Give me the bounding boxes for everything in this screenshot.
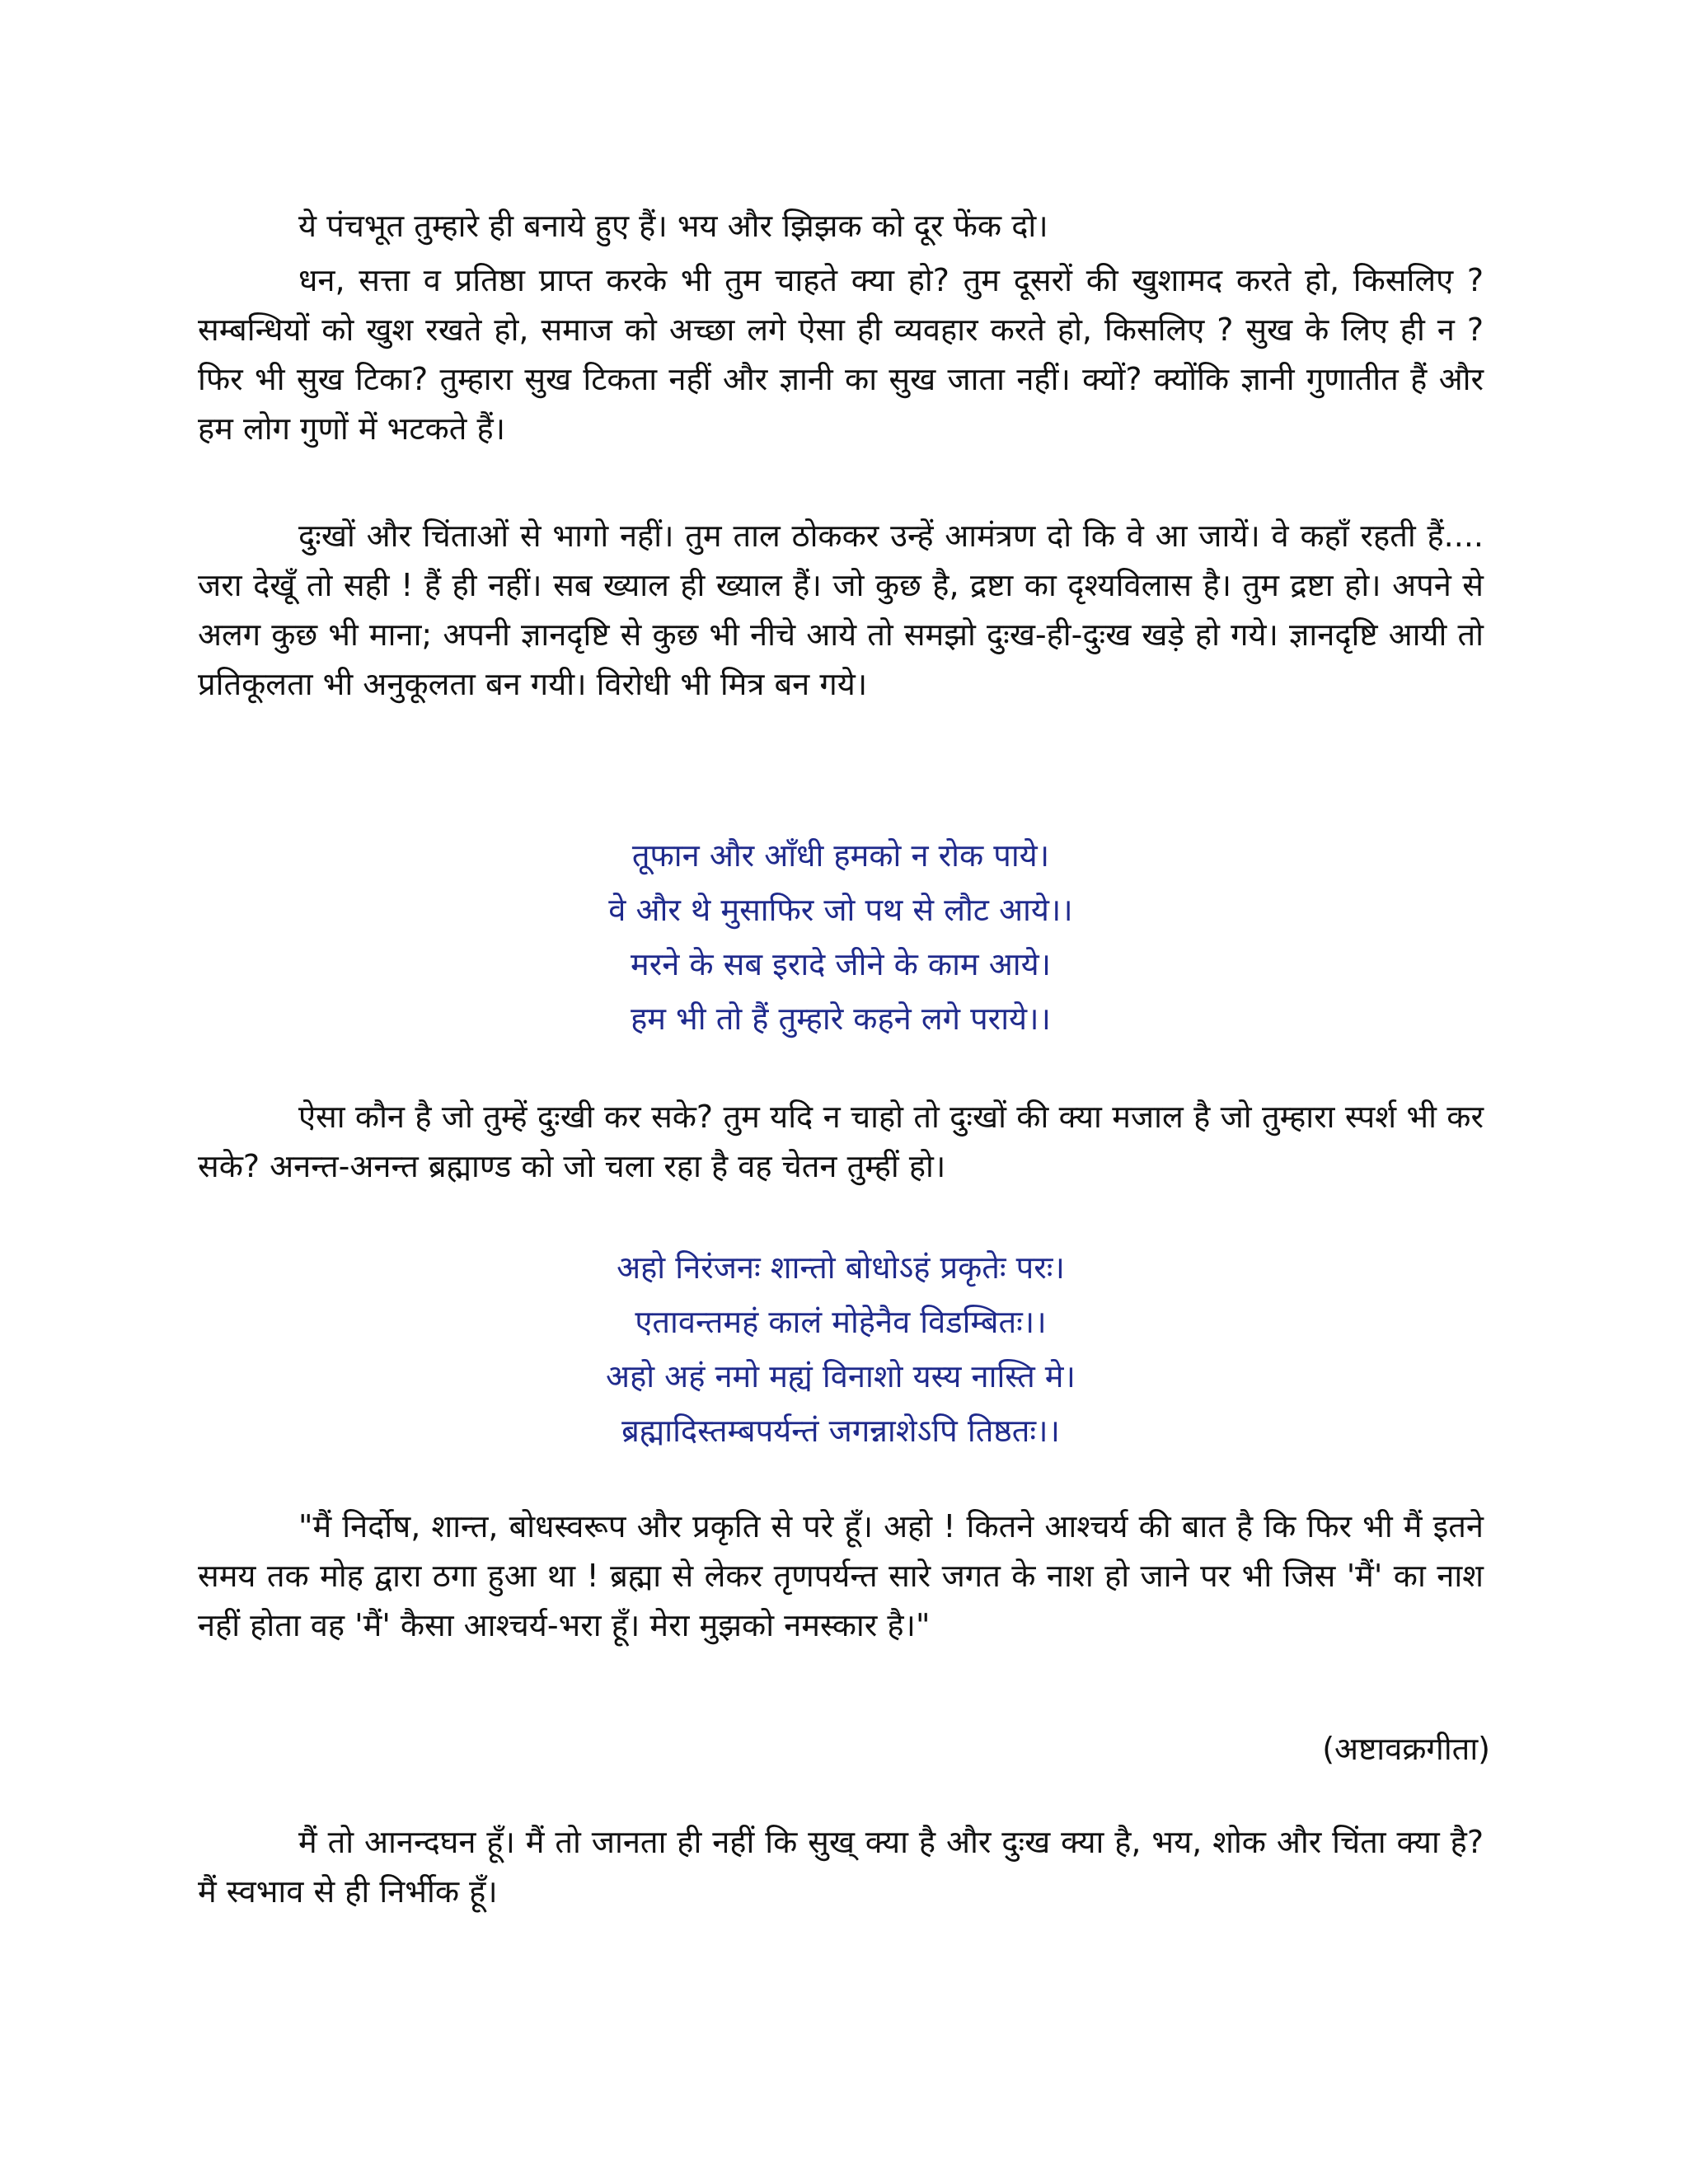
verse-line: मरने के सब इरादे जीने के काम आये।	[630, 946, 1052, 982]
paragraph-dhan-satta: धन, सत्ता व प्रतिष्ठा प्राप्त करके भी तुम चाहते क्या हो? तुम दूसरों की खुशामद करते हो, किसलिए ? सम्बन्धियों को खुश रखते हो, समाज को अच्छा लगे ऐसा ही व्यवहार करते हो, किसलिए ? सुख के लिए ही न ? फिर भी सुख टिका? तुम्हारा सुख टिकता नहीं और ज्ञानी का सुख जाता नहीं। क्यों? क्योंकि ज्ञानी गुणातीत हैं और हम लोग गुणों में भटकते हैं।	[198, 262, 1484, 447]
paragraph-translation-quote: "मैं निर्दोष, शान्त, बोधस्वरूप और प्रकृति से परे हूँ। अहो ! कितने आश्चर्य की बात है कि फिर भी मैं इतने समय तक मोह द्वारा ठगा हुआ था ! ब्रह्मा से लेकर तृणपर्यन्त सारे जगत के नाश हो जाने पर भी जिस 'मैं' का नाश नहीं होता वह 'मैं' कैसा आश्चर्य-भरा हूँ। मेरा मुझको नमस्कार है।"	[198, 1508, 1484, 1643]
verse-line: ब्रह्मादिस्तम्बपर्यन्तं जगन्नाशेऽपि तिष्ठतः।।	[621, 1413, 1060, 1449]
paragraph-anandghan: मैं तो आनन्दघन हूँ। मैं तो जानता ही नहीं कि सुख् क्या है और दुःख क्या है, भय, शोक और चिंता क्या है? मैं स्वभाव से ही निर्भीक हूँ।	[198, 1824, 1484, 1910]
paragraph-aisa-kaun: ऐसा कौन है जो तुम्हें दुःखी कर सके? तुम यदि न चाहो तो दुःखों की क्या मजाल है जो तुम्हारा स्पर्श भी कर सके? अनन्त-अनन्त ब्रह्माण्ड को जो चला रहा है वह चेतन तुम्हीं हो।	[198, 1099, 1484, 1184]
paragraph-dukhon-aur-chintaon: दुःखों और चिंताओं से भागो नहीं। तुम ताल ठोककर उन्हें आमंत्रण दो कि वे आ जायें। वे कहाँ रहती हैं.... जरा देखूँ तो सही ! हैं ही नहीं। सब ख्याल ही ख्याल हैं। जो कुछ है, द्रष्टा का दृश्यविलास है। तुम द्रष्टा हो। अपने से अलग कुछ भी माना; अपनी ज्ञानदृष्टि से कुछ भी नीचे आये तो समझो दुःख-ही-दुःख खड़े हो गये। ज्ञानदृष्टि आयी तो प्रतिकूलता भी अनुकूलता बन गयी। विरोधी भी मित्र बन गये।	[198, 518, 1484, 702]
source-attribution: (अष्टावक्रगीता)	[1322, 1731, 1490, 1767]
verse-line: हम भी तो हैं तुम्हारे कहने लगे पराये।।	[631, 1001, 1051, 1037]
verse-line: वे और थे मुसाफिर जो पथ से लौट आये।।	[608, 892, 1073, 928]
verse-line: अहो निरंजनः शान्तो बोधोऽहं प्रकृतेः परः।	[617, 1249, 1065, 1286]
verse-line: तूफान और आँधी हमको न रोक पाये।	[631, 837, 1050, 874]
verse-ashtavakra-sanskrit	[198, 1240, 1484, 1458]
verse-line: एतावन्तमहं कालं मोहेनैव विडम्बितः।।	[635, 1304, 1047, 1340]
verse-line: अहो अहं नमो मह्यं विनाशो यस्य नास्ति मे।	[606, 1358, 1076, 1394]
verse-toofan	[198, 828, 1484, 1046]
paragraph-panchbhoot: ये पंचभूत तुम्हारे ही बनाये हुए हैं। भय और झिझक को दूर फेंक दो।	[298, 208, 1048, 244]
